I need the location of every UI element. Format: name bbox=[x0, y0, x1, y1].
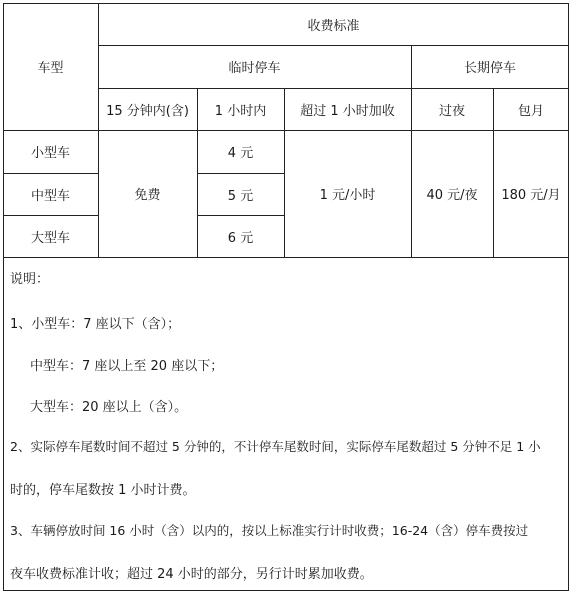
header-1hour: 1 小时内 bbox=[214, 103, 267, 119]
notes-line-duration: 3、车辆停放时间 16 小时（含）以内的，按以上标准实行计时收费；16-24（含）停车费按过 bbox=[10, 523, 529, 538]
hour-fee-medium: 5 元 bbox=[227, 188, 254, 204]
hour-fee-small: 4 元 bbox=[227, 146, 254, 161]
extra-per-hour-cell: 1 元/小时 bbox=[319, 188, 376, 203]
header-overnight: 过夜 bbox=[438, 103, 465, 119]
notes-line-rounding-cont: 时的，停车尾数按 1 小时计费。 bbox=[10, 483, 196, 498]
header-fee-standard: 收费标准 bbox=[307, 18, 360, 34]
row-type-large: 大型车 bbox=[30, 230, 70, 246]
notes-line-rounding: 2、实际停车尾数时间不超过 5 分钟的，不计停车尾数时间，实际停车尾数超过 5 分钟不足 1 小 bbox=[10, 439, 541, 454]
header-extra-hour: 超过 1 小时加收 bbox=[300, 103, 395, 119]
header-monthly: 包月 bbox=[517, 103, 544, 119]
notes-line-large-car: 大型车：20 座以上（含）。 bbox=[30, 400, 188, 415]
header-temporary-parking: 临时停车 bbox=[228, 61, 281, 76]
notes-line-medium-car: 中型车：7 座以上至 20 座以下； bbox=[30, 359, 224, 374]
hour-fee-large: 6 元 bbox=[227, 230, 254, 246]
free-15min-cell: 免费 bbox=[134, 188, 161, 203]
notes-line-duration-cont: 夜车收费标准计收；超过 24 小时的部分，另行计时累加收费。 bbox=[10, 567, 373, 582]
grid-line bbox=[3, 257, 569, 258]
header-15min: 15 分钟内(含) bbox=[106, 103, 189, 119]
overnight-cell: 40 元/夜 bbox=[426, 188, 478, 203]
row-type-small: 小型车 bbox=[30, 146, 70, 161]
header-long-term-parking: 长期停车 bbox=[463, 61, 516, 76]
notes-line-small-car: 1、小型车：7 座以下（含）； bbox=[10, 317, 181, 332]
monthly-cell: 180 元/月 bbox=[501, 188, 561, 203]
row-type-medium: 中型车 bbox=[30, 188, 70, 204]
notes-title: 说明： bbox=[10, 272, 50, 287]
header-vehicle-type: 车型 bbox=[37, 61, 64, 76]
